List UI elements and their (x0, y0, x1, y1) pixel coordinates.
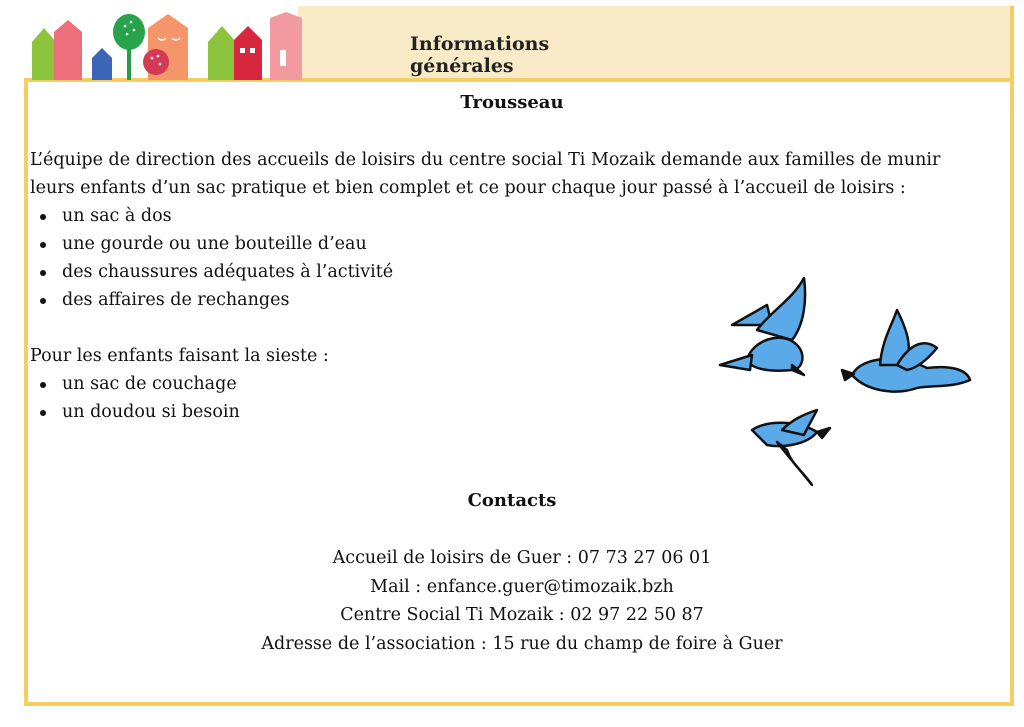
page-title: Informations générales (410, 33, 550, 77)
contact-line: Accueil de loisirs de Guer : 07 73 27 06 01 (332, 548, 712, 568)
list-item: un sac de couchage (62, 370, 980, 398)
contact-line: Centre Social Ti Mozaik : 02 97 22 50 87 (340, 605, 704, 625)
sieste-intro: Pour les enfants faisant la sieste : (30, 346, 329, 366)
list-item: un sac à dos (62, 202, 980, 230)
list-item: une gourde ou une bouteille d’eau (62, 230, 980, 258)
list-item: des chaussures adéquates à l’activité (62, 258, 980, 286)
trousseau-title: Trousseau (460, 92, 564, 113)
contacts-title: Contacts (467, 490, 557, 511)
contact-line: Mail : enfance.guer@timozaik.bzh (370, 576, 674, 597)
list-item: des affaires de rechanges (62, 286, 980, 314)
contact-line: Adresse de l’association : 15 rue du champ de foire à Guer (261, 633, 783, 654)
header-band (298, 6, 1014, 80)
contacts-block (0, 544, 1024, 658)
birds-illustration (712, 270, 982, 495)
list-item: un doudou si besoin (62, 398, 980, 426)
houses-illustration (30, 10, 312, 80)
trousseau-intro: L’équipe de direction des accueils de loisirs du centre social Ti Mozaik demande aux familles de munir leurs enfants d’un sac pratique et bien complet et ce pour chaque jour passé à l’accueil de loisirs : (30, 150, 941, 198)
